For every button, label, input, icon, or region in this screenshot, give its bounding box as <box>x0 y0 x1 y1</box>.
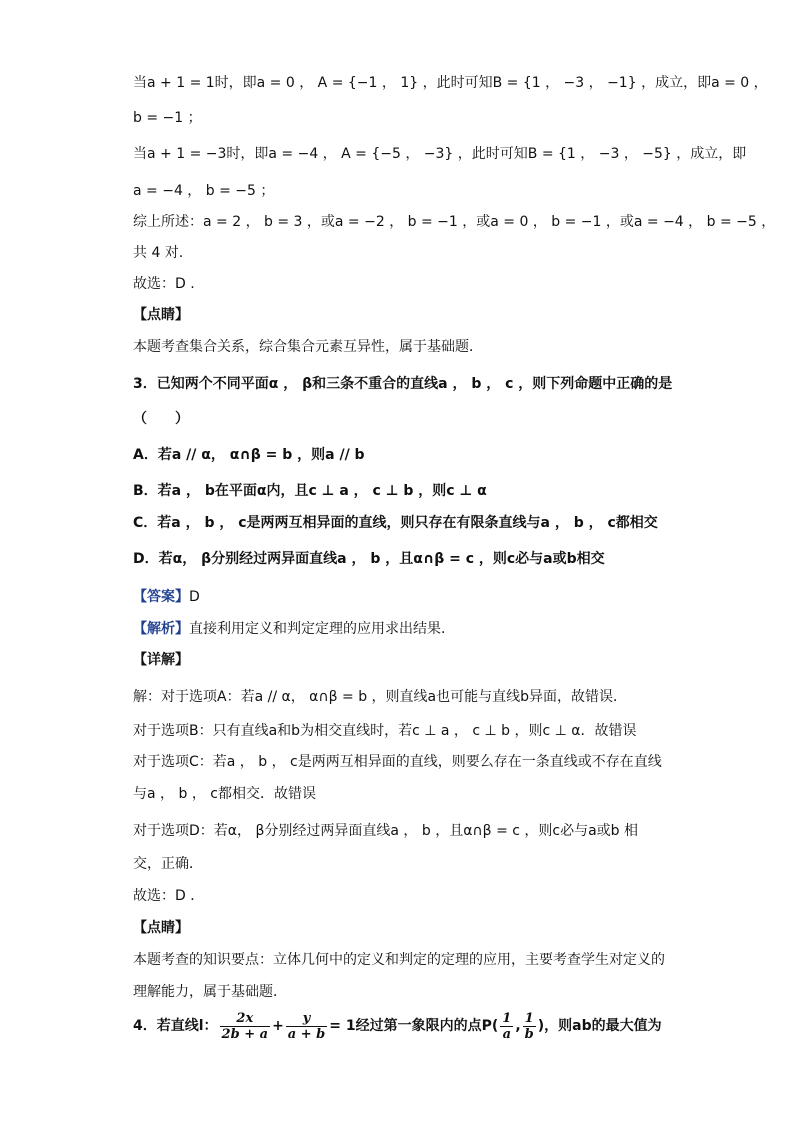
option-b: B．若a ， b在平面α内，且c ⊥ a ， c ⊥ b ，则c ⊥ α <box>133 483 487 499</box>
q4-fraction-3 <box>500 1011 513 1042</box>
solution-line-5: 综上所述：a = 2 ， b = 3 ，或a = −2 ， b = −1 ，或a = 0 ， b = −1 ，或a = −4 ， b = −5 ， <box>133 214 776 230</box>
summary-line-2b: 理解能力，属于基础题． <box>133 984 287 1000</box>
frac2-denominator: a + b <box>287 1026 326 1042</box>
detail-line-5: 对于选项D：若α， β分别经过两异面直线a ， b ，且α∩β = c ，则c必与a或b 相 <box>133 823 639 839</box>
q4-prefix: 4．若直线l： <box>133 1018 218 1034</box>
solution-line-2: b = −1 ； <box>133 110 202 126</box>
analysis-row <box>133 620 455 638</box>
question-4-stem <box>133 1008 662 1044</box>
frac1-denominator: 2b + a <box>221 1026 269 1042</box>
detail-line-4: 与a ， b ， c都相交．故错误 <box>133 786 316 802</box>
option-d: D．若α， β分别经过两异面直线a ， b ，且α∩β = c ，则c必与a或b相交 <box>133 551 605 567</box>
answer-value: D <box>189 589 200 605</box>
q4-plus: + <box>272 1018 284 1034</box>
detail-line-7: 故选：D ． <box>133 888 205 904</box>
solution-line-6: 共 4 对. <box>133 245 184 261</box>
summary-line-2a: 本题考查的知识要点：立体几何中的定义和判定的定理的应用，主要考查学生对定义的 <box>133 952 665 968</box>
q4-fraction-1 <box>220 1011 271 1042</box>
solution-line-3: 当a + 1 = −3时，即a = −4 ， A = {−5 ， −3} ，此时可知B = {1 ， −3 ， −5} ，成立，即 <box>133 146 747 162</box>
detail-line-3: 对于选项C：若a ， b ， c是两两互相异面的直线，则要么存在一条直线或不存在直线 <box>133 754 662 770</box>
q4-fraction-2 <box>286 1011 327 1042</box>
detail-line-1: 解：对于选项A：若a // α， α∩β = b ，则直线a也可能与直线b异面，故错误． <box>133 689 628 705</box>
answer-row <box>133 588 200 606</box>
option-a: A．若a // α， α∩β = b ，则a // b <box>133 447 365 463</box>
section-heading-xiangjie: 【详解】 <box>133 652 189 668</box>
q4-comma: , <box>515 1018 521 1034</box>
frac3-numerator: 1 <box>502 1010 512 1026</box>
analysis-tag: 【解析】 <box>133 621 189 637</box>
question-3-stem: 3．已知两个不同平面α ， β和三条不重合的直线a ， b ， c ，则下列命题中正确的是 <box>133 376 673 392</box>
detail-line-2: 对于选项B：只有直线a和b为相交直线时，若c ⊥ a ， c ⊥ b ，则c ⊥ α．故错误 <box>133 723 637 739</box>
answer-tag: 【答案】 <box>133 589 189 605</box>
question-3-paren: （ ） <box>133 411 189 427</box>
answer-line: 故选：D . <box>133 276 195 292</box>
frac1-numerator: 2x <box>220 1011 271 1027</box>
detail-line-6: 交，正确． <box>133 856 203 872</box>
frac4-numerator: 1 <box>523 1011 536 1027</box>
frac4-denominator: b <box>524 1026 534 1042</box>
summary-line: 本题考查集合关系，综合集合元素互异性，属于基础题． <box>133 339 483 355</box>
q4-mid: = 1经过第一象限内的点P( <box>329 1018 499 1034</box>
section-heading-dianjing: 【点睛】 <box>133 307 189 323</box>
frac2-numerator: y <box>286 1011 327 1027</box>
frac3-denominator: a <box>502 1026 512 1042</box>
option-c: C．若a ， b ， c是两两互相异面的直线，则只存在有限条直线与a ， b ， c都相交 <box>133 515 658 531</box>
section-heading-dianjing-2: 【点睛】 <box>133 920 189 936</box>
q4-fraction-4 <box>523 1011 536 1042</box>
solution-line-1: 当a + 1 = 1时，即a = 0 ， A = {−1 ， 1} ，此时可知B = {1 ， −3 ， −1} ，成立，即a = 0 ， <box>133 75 768 91</box>
solution-line-4: a = −4 ， b = −5 ； <box>133 183 275 199</box>
q4-suffix: )，则ab的最大值为 <box>537 1018 662 1034</box>
analysis-text: 直接利用定义和判定定理的应用求出结果． <box>189 621 455 637</box>
